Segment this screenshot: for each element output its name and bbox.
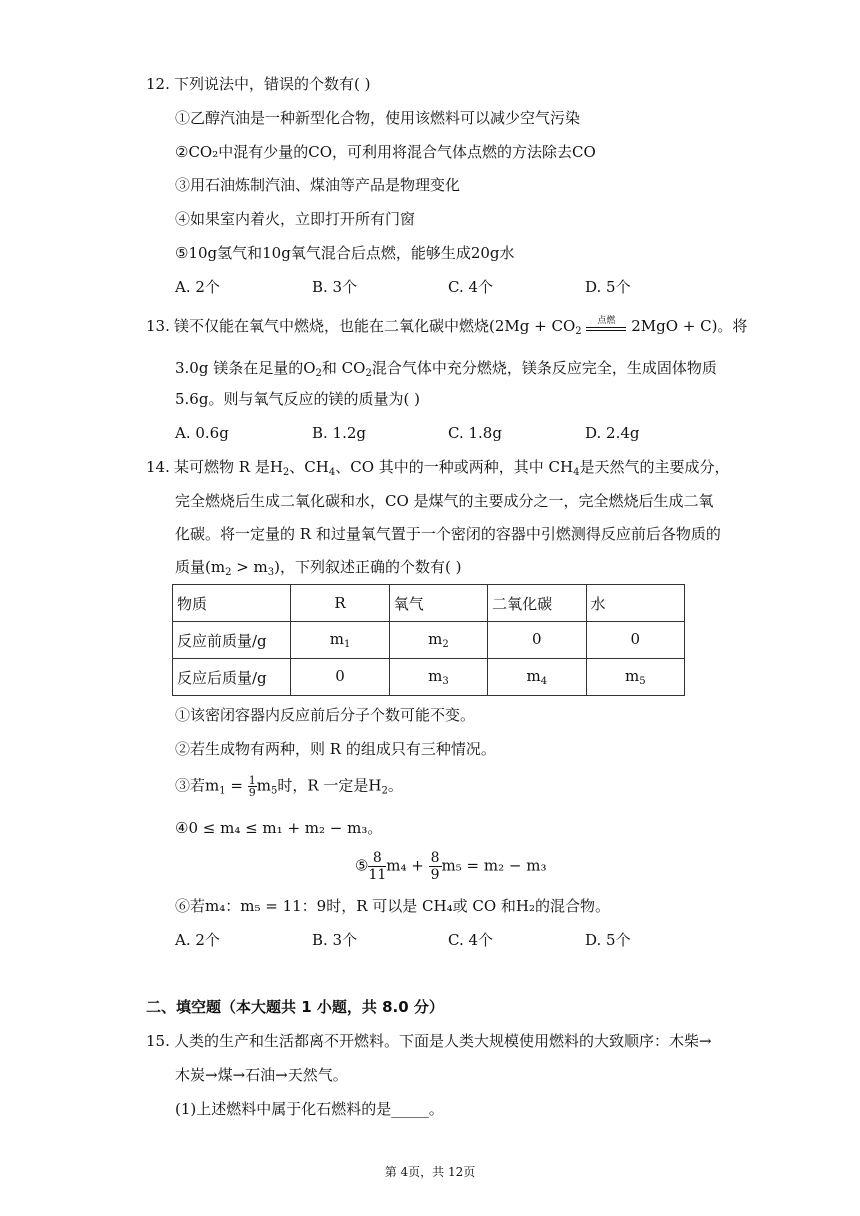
option-b: B. 3个 xyxy=(312,931,358,949)
stem-line-4 xyxy=(175,557,461,583)
option-c: C. 1.8g xyxy=(448,424,502,442)
fraction: $\frac{8}{11}$ xyxy=(368,850,387,883)
stem-text: 、CH xyxy=(289,458,329,476)
table-cell: 0 xyxy=(291,659,389,696)
question-13 xyxy=(146,316,747,342)
statement-2: ②若生成物有两种，则 R 的组成只有三种情况。 xyxy=(175,740,496,758)
option-b: B. 1.2g xyxy=(312,424,367,442)
statement-5: ⑤10g氢气和10g氧气混合后点燃，能够生成20g水 xyxy=(175,244,515,262)
stem-line-3: 化碳。将一定量的 R 和过量氧气置于一个密闭的容器中引燃测得反应前后各物质的 xyxy=(175,525,721,543)
table-header-row xyxy=(173,585,685,622)
stem-text: 2MgO + C)。将 xyxy=(631,317,748,335)
table-header: 水 xyxy=(586,585,684,622)
question-number: 13. xyxy=(146,317,170,335)
page-footer: 第 4页，共 12页 xyxy=(384,1165,476,1179)
arrow-label: 点燃 xyxy=(597,316,616,326)
stem-text: m₅ = m₂ − m₃ xyxy=(441,856,547,875)
section-heading: 二、填空题（本大题共 1 小题，共 8.0 分） xyxy=(146,998,444,1016)
stem-line-2: 木炭→煤→石油→天然气。 xyxy=(175,1066,348,1084)
stem-text: ⑤ xyxy=(355,856,369,875)
table-cell: 0 xyxy=(586,622,684,659)
stem-text: 3.0g 镁条在足量的O xyxy=(175,359,316,377)
statement-1: ①乙醇汽油是一种新型化合物，使用该燃料可以减少空气污染 xyxy=(175,109,581,127)
subscript: 4 xyxy=(328,467,336,478)
subscript: 4 xyxy=(573,467,580,478)
question-14 xyxy=(146,457,730,483)
fraction: $\frac{8}{9}$ xyxy=(430,850,440,883)
statement-4: ④如果室内着火，立即打开所有门窗 xyxy=(175,210,416,228)
stem-text: 镁不仅能在氧气中燃烧，也能在二氧化碳中燃烧(2Mg + CO xyxy=(174,317,576,335)
table-cell: $m_1$ xyxy=(291,622,389,659)
table-cell: $m_2$ xyxy=(389,622,487,659)
option-a: A. 2个 xyxy=(175,278,220,296)
row-label: 反应后质量/g xyxy=(173,659,291,696)
subscript: 3 xyxy=(267,567,275,578)
stem-text: > m xyxy=(231,558,268,576)
table-cell: $m_5$ xyxy=(586,659,684,696)
option-c: C. 4个 xyxy=(448,931,494,949)
statement-6: ⑥若m₄：m₅ = 11：9时，R 可以是 CH₄或 CO 和H₂的混合物。 xyxy=(175,897,611,915)
option-a: A. 0.6g xyxy=(175,424,229,442)
stem-text: 和 CO xyxy=(321,359,366,377)
table-header: 氧气 xyxy=(389,585,487,622)
statement-3: ③用石油炼制汽油、煤油等产品是物理变化 xyxy=(175,176,461,194)
stem-text: 质量(m xyxy=(175,558,226,576)
stem-line-2: 完全燃烧后生成二氧化碳和水，CO 是煤气的主要成分之一，完全燃烧后生成二氧 xyxy=(175,492,714,510)
statement-4: ④0 ≤ m₄ ≤ m₁ + m₂ − m₃。 xyxy=(175,819,383,837)
statement-1: ①该密闭容器内反应前后分子个数可能不变。 xyxy=(175,706,476,724)
statement-3 xyxy=(175,775,403,802)
option-d: D. 2.4g xyxy=(585,424,640,442)
reaction-arrow xyxy=(586,316,626,331)
stem-text: 人类的生产和生活都离不开燃料。下面是人类大规模使用燃料的大致顺序：木柴→ xyxy=(174,1032,712,1050)
stem-text: 某可燃物 R 是H xyxy=(174,458,283,476)
option-d: D. 5个 xyxy=(585,931,631,949)
question-number: 15. xyxy=(146,1032,170,1050)
option-d: D. 5个 xyxy=(585,278,631,296)
stem-text: 。 xyxy=(387,776,403,795)
row-label: 反应前质量/g xyxy=(173,622,291,659)
stem-text: m xyxy=(256,776,271,795)
question-stem: 下列说法中，错误的个数有( ) xyxy=(174,75,371,93)
stem-text: 时，R 一定是H xyxy=(277,776,382,795)
table-row xyxy=(173,622,685,659)
option-b: B. 3个 xyxy=(312,278,358,296)
sub-question-1: (1)上述燃料中属于化石燃料的是_____。 xyxy=(175,1100,444,1118)
table-header: R xyxy=(291,585,389,622)
subscript: 2 xyxy=(381,785,388,797)
subscript: 2 xyxy=(315,368,322,379)
option-c: C. 4个 xyxy=(448,278,494,296)
stem-text: 是天然气的主要成分， xyxy=(579,458,730,476)
subscript: 2 xyxy=(225,567,232,578)
stem-text: m₄ + xyxy=(386,856,429,875)
table-cell: $m_4$ xyxy=(488,659,586,696)
stem-line-2 xyxy=(175,358,717,384)
question-12 xyxy=(146,74,370,94)
stem-text: 、CO 其中的一种或两种，其中 CH xyxy=(335,458,574,476)
question-number: 14. xyxy=(146,458,170,476)
stem-text: ③若m xyxy=(175,776,220,795)
table-cell: $m_3$ xyxy=(389,659,487,696)
table-cell: 0 xyxy=(488,622,586,659)
table-header: 物质 xyxy=(173,585,291,622)
mass-table xyxy=(172,584,685,696)
question-number: 12. xyxy=(146,75,170,93)
statement-2: ②CO₂中混有少量的CO，可利用将混合气体点燃的方法除去CO xyxy=(175,143,596,161)
subscript: 2 xyxy=(282,467,290,478)
subscript: 2 xyxy=(365,368,372,379)
subscript: 1 xyxy=(219,785,226,797)
table-header: 二氧化碳 xyxy=(488,585,586,622)
stem-line-3: 5.6g。则与氧气反应的镁的质量为( ) xyxy=(175,390,420,408)
option-a: A. 2个 xyxy=(175,931,220,949)
stem-text: = xyxy=(225,776,248,795)
fraction: $\frac{1}{9}$ xyxy=(248,774,256,799)
subscript: 2 xyxy=(575,326,582,337)
subscript: 5 xyxy=(270,785,278,797)
statement-5 xyxy=(355,850,546,883)
table-row xyxy=(173,659,685,696)
stem-text: )，下列叙述正确的个数有( ) xyxy=(274,558,462,576)
question-15 xyxy=(146,1031,712,1051)
stem-text: 混合气体中充分燃烧，镁条反应完全，生成固体物质 xyxy=(371,359,717,377)
